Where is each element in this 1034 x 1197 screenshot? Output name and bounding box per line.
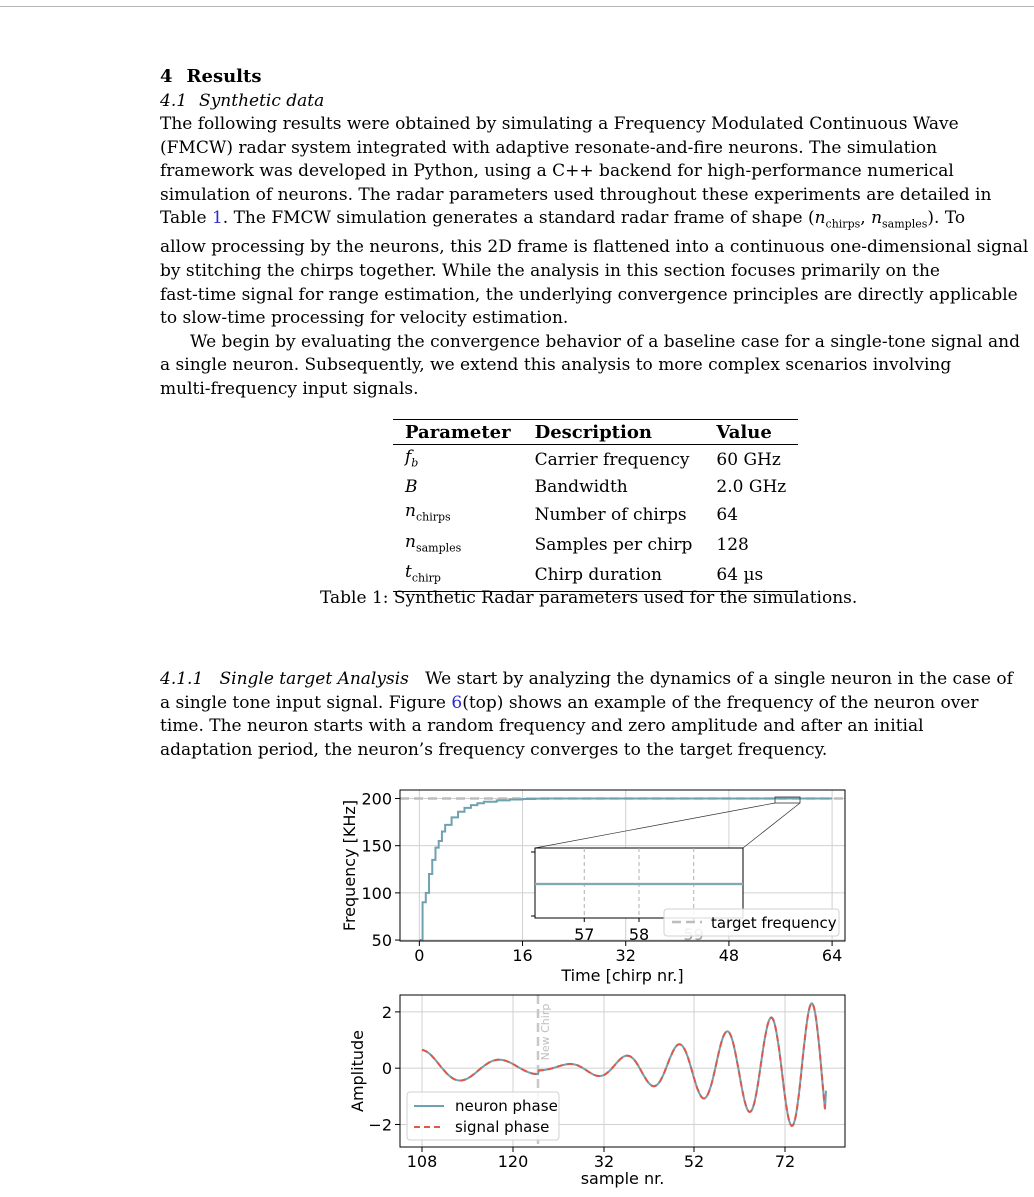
text-line: to slow-time processing for velocity estimation. [160, 308, 569, 329]
x-tick-label: 32 [615, 946, 636, 965]
section-number: 4 [160, 66, 173, 87]
param-description: Carrier frequency [534, 450, 690, 471]
param-symbol: $t_{chirp}$ [405, 562, 441, 585]
x-tick-label: 32 [593, 1152, 615, 1171]
y-tick-label: 50 [371, 931, 392, 951]
zoom-connector [743, 803, 800, 848]
x-tick-label: 16 [512, 946, 533, 965]
param-value: 64 µs [716, 565, 764, 586]
text-line: (FMCW) radar system integrated with adaptive resonate-and-fire neurons. The simulation [160, 137, 938, 158]
new-chirp-label: New Chirp [539, 1003, 552, 1061]
frequency-chart [340, 789, 845, 985]
figure-ref-line: a single tone input signal. Figure 6(top) shows an example of the frequency of the neuron over [160, 692, 979, 713]
y-axis-label: Frequency [KHz] [340, 799, 359, 932]
x-tick-label: 120 [497, 1152, 529, 1171]
text-line: multi-frequency input signals. [160, 378, 419, 399]
y-tick-label: −2 [368, 1115, 392, 1135]
param-description: Chirp duration [534, 565, 662, 586]
subsection-number: 4.1 [160, 91, 188, 111]
y-tick-label: 200 [361, 789, 392, 809]
legend-label-target: target frequency [711, 914, 837, 932]
y-tick-label: 100 [361, 883, 392, 903]
x-tick-label: 64 [821, 946, 843, 965]
legend-label-signal: signal phase [455, 1118, 550, 1136]
text-line: simulation of neurons. The radar parameters used throughout these experiments are detailed in [160, 184, 992, 205]
column-header: Description [523, 420, 705, 445]
param-symbol: $n_{samples}$ [405, 531, 462, 555]
text-line: a single neuron. Subsequently, we extend this analysis to more complex scenarios involving [160, 355, 952, 376]
section-title: Results [186, 66, 262, 87]
param-description: Samples per chirp [534, 534, 693, 555]
x-axis-label: Time [chirp nr.] [561, 966, 684, 985]
legend [664, 909, 839, 936]
param-value: 60 GHz [716, 450, 781, 471]
x-tick-label: 72 [774, 1152, 796, 1171]
y-axis-label: Amplitude [348, 1030, 367, 1112]
subsubsection-number: 4.1.1 [160, 669, 204, 689]
param-description: Bandwidth [534, 477, 628, 498]
zoom-connector [535, 803, 775, 848]
text-line: The following results were obtained by simulating a Frequency Modulated Continuous Wave [160, 114, 959, 134]
subsubsection-title: Single target Analysis [219, 669, 409, 689]
column-header: Value [704, 420, 798, 445]
x-tick-label: 0 [414, 946, 425, 965]
legend [407, 1092, 559, 1140]
amplitude-chart [348, 995, 845, 1188]
param-value: 64 [716, 504, 739, 525]
text-line: adaptation period, the neuron’s frequency converges to the target frequency. [160, 739, 828, 760]
text-line: allow processing by the neurons, this 2D frame is flattened into a continuous one-dimensional signal [160, 237, 1029, 258]
param-value: 128 [716, 534, 749, 555]
y-tick-label: 2 [381, 1002, 392, 1022]
param-symbol: $n_{chirps}$ [405, 501, 451, 524]
y-tick-label: 150 [361, 836, 392, 856]
text-line: fast-time signal for range estimation, the underlying convergence principles are directly applicable [160, 284, 1018, 305]
x-axis-label: sample nr. [580, 1169, 665, 1188]
legend-label-neuron: neuron phase [455, 1097, 558, 1115]
param-symbol: $f_b$ [405, 447, 419, 470]
text-line: framework was developed in Python, using a C++ backend for high-performance numerical [160, 161, 954, 182]
x-tick-label: 48 [718, 946, 740, 965]
inset-x-tick-label: 57 [574, 925, 595, 944]
text-line: We begin by evaluating the convergence behavior of a baseline case for a single-tone signal and [190, 331, 1020, 352]
x-tick-label: 108 [406, 1152, 438, 1171]
text-line: by stitching the chirps together. While the analysis in this section focuses primarily on the [160, 260, 940, 281]
param-symbol: B [405, 477, 418, 498]
table-caption: Table 1: Synthetic Radar parameters used for the simulations. [320, 588, 858, 608]
text-segment: We start by analyzing the dynamics of a single neuron in the case of [425, 669, 1013, 689]
param-description: Number of chirps [534, 504, 687, 525]
y-tick-label: 0 [381, 1059, 392, 1079]
column-header: Parameter [393, 420, 523, 445]
subsection-title: Synthetic data [199, 91, 325, 111]
text-line: time. The neuron starts with a random frequency and zero amplitude and after an initial [160, 716, 924, 737]
x-tick-label: 52 [683, 1152, 705, 1171]
table-ref-line: Table 1. The FMCW simulation generates a standard radar frame of shape ($n_{chirps}$, $n_{samples}$). To [160, 208, 966, 231]
param-value: 2.0 GHz [716, 477, 787, 498]
inset-x-tick-label: 58 [628, 925, 650, 944]
